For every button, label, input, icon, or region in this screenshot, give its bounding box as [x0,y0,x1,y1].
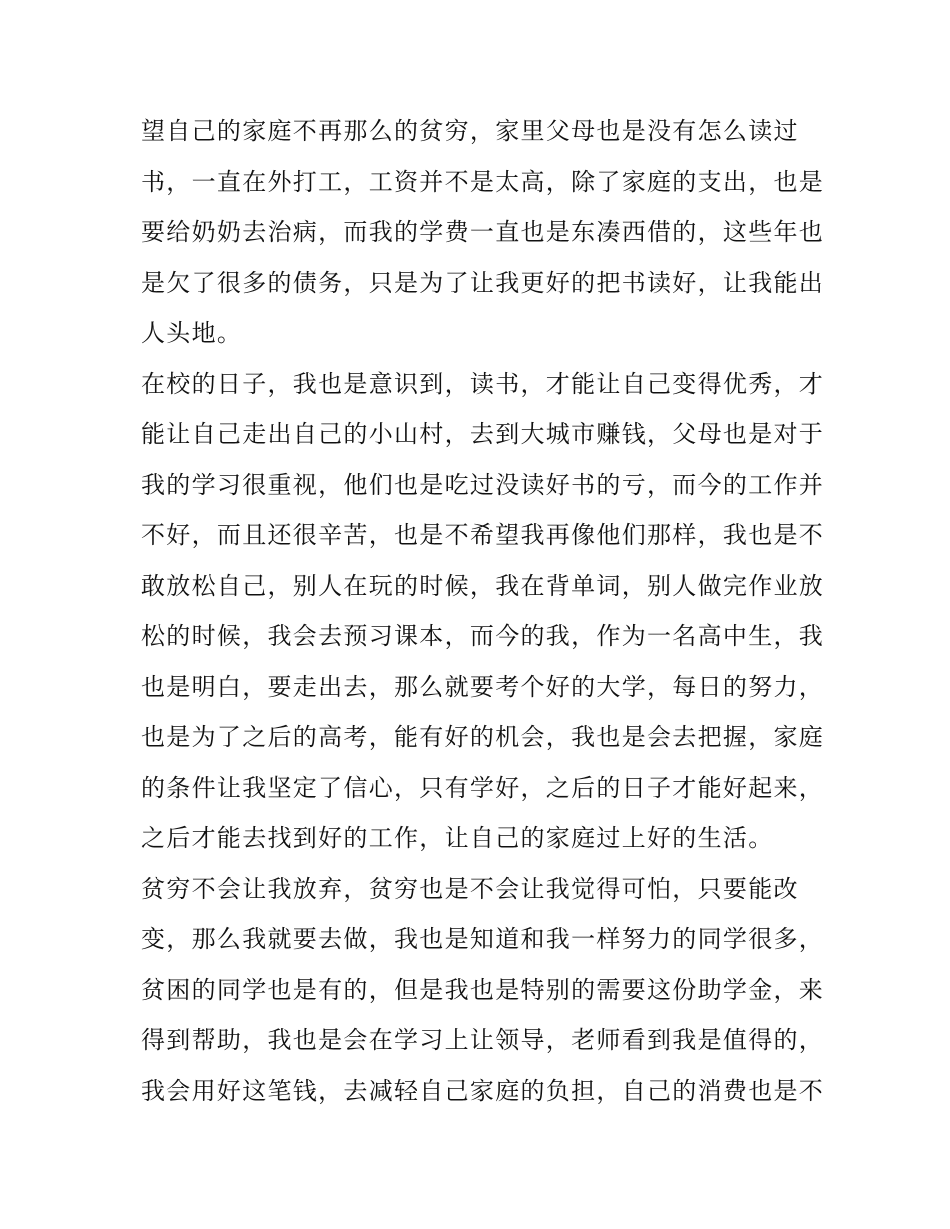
text-line: 人头地。 [141,319,243,347]
text-line: 是欠了很多的债务，只是为了让我更好的把书读好，让我能出 [141,268,825,297]
text-line: 的条件让我坚定了信心，只有学好，之后的日子才能好起来， [141,773,825,802]
text-line: 望自己的家庭不再那么的贫穷，家里父母也是没有怎么读过 [141,117,799,145]
text-line: 也是为了之后的高考，能有好的机会，我也是会去把握，家庭 [141,723,825,751]
text-line: 我会用好这笔钱，去减轻自己家庭的负担，自己的消费也是不 [141,1076,825,1105]
body-text [141,106,825,1116]
text-line: 变，那么我就要去做，我也是知道和我一样努力的同学很多， [141,925,825,953]
text-line: 能让自己走出自己的小山村，去到大城市赚钱，父母也是对于 [141,420,825,448]
text-line: 贫困的同学也是有的，但是我也是特别的需要这份助学金，来 [141,975,825,1004]
text-line: 我的学习很重视，他们也是吃过没读好书的亏，而今的工作并 [141,470,825,499]
text-line: 敢放松自己，别人在玩的时候，我在背单词，别人做完作业放 [141,571,825,600]
text-line: 要给奶奶去治病，而我的学费一直也是东凑西借的，这些年也 [141,218,825,246]
text-line: 松的时候，我会去预习课本，而今的我，作为一名高中生，我 [141,622,825,650]
text-line: 不好，而且还很辛苦，也是不希望我再像他们那样，我也是不 [141,521,825,549]
text-line: 书，一直在外打工，工资并不是太高，除了家庭的支出，也是 [141,167,825,196]
text-line: 之后才能去找到好的工作，让自己的家庭过上好的生活。 [141,824,774,852]
text-line: 贫穷不会让我放弃，贫穷也是不会让我觉得可怕，只要能改 [141,874,799,903]
text-line: 得到帮助，我也是会在学习上让领导，老师看到我是值得的， [141,1026,825,1054]
text-line: 也是明白，要走出去，那么就要考个好的大学，每日的努力， [141,672,825,701]
text-line: 在校的日子，我也是意识到，读书，才能让自己变得优秀，才 [141,369,825,398]
